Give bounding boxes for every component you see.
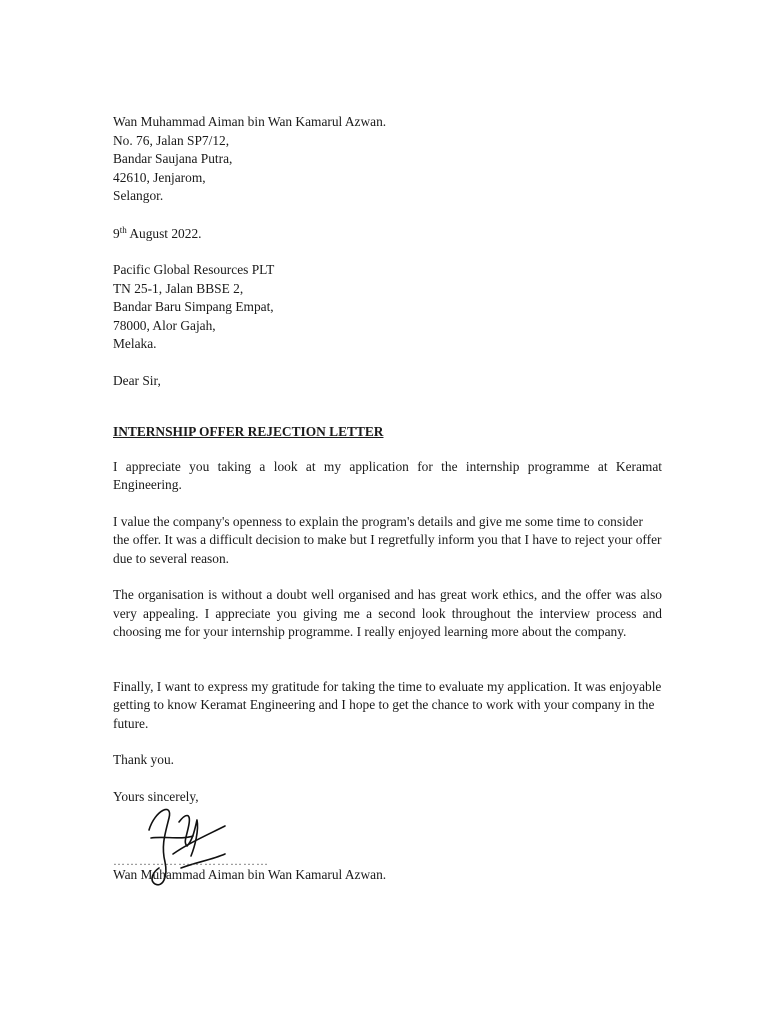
- recipient-address-line: TN 25-1, Jalan BBSE 2,: [113, 280, 244, 296]
- sender-address-line: 42610, Jenjarom,: [113, 169, 206, 185]
- sender-address-line: Bandar Saujana Putra,: [113, 151, 233, 166]
- body-paragraph: Finally, I want to express my gratitude for taking the time to evaluate my application. It was enjoyable getting to know Keramat Engineering and I hope to get the chance to work with your company in the future.: [113, 678, 662, 731]
- sender-name: Wan Muhammad Aiman bin Wan Kamarul Azwan.: [113, 114, 387, 129]
- salutation: Dear Sir,: [113, 372, 161, 388]
- closing-line: Yours sincerely,: [113, 788, 199, 804]
- recipient-company: Pacific Global Resources PLT: [113, 262, 275, 277]
- body-paragraph: I appreciate you taking a look at my application for the internship programme at Keramat Engineering.: [113, 458, 662, 492]
- thanks-line: Thank you.: [113, 752, 174, 767]
- recipient-address-line: Bandar Baru Simpang Empat,: [113, 299, 274, 314]
- letter-subject: INTERNSHIP OFFER REJECTION LETTER: [113, 424, 384, 439]
- signature-block: [113, 808, 662, 866]
- letter-date: [113, 225, 662, 244]
- recipient-address: [113, 261, 662, 354]
- recipient-address-line: Melaka.: [113, 336, 157, 351]
- date-rest: August 2022.: [126, 225, 202, 241]
- recipient-address-line: 78000, Alor Gajah,: [113, 317, 216, 333]
- sender-address-line: No. 76, Jalan SP7/12,: [113, 132, 230, 148]
- date-ordinal: th: [119, 224, 127, 235]
- body-paragraph: The organisation is without a doubt well organised and has great work ethics, and the offer was also very appealing. I appreciate you giving me a second look throughout the interview process and choosing me for your internship programme. I really enjoyed learning more about the company.: [113, 587, 662, 639]
- letter-body: [113, 113, 662, 885]
- signer-name: Wan Muhammad Aiman bin Wan Kamarul Azwan.: [113, 867, 387, 882]
- sender-address: [113, 113, 662, 206]
- signature-line: ………………………………: [113, 854, 269, 868]
- sender-address-line: Selangor.: [113, 188, 164, 203]
- date-day: 9: [113, 225, 120, 241]
- body-paragraph: I value the company's openness to explain the program's details and give me some time to consider the offer. It was a difficult decision to make but I regretfully inform you that I have to reject your offer due to several reason.: [113, 513, 662, 566]
